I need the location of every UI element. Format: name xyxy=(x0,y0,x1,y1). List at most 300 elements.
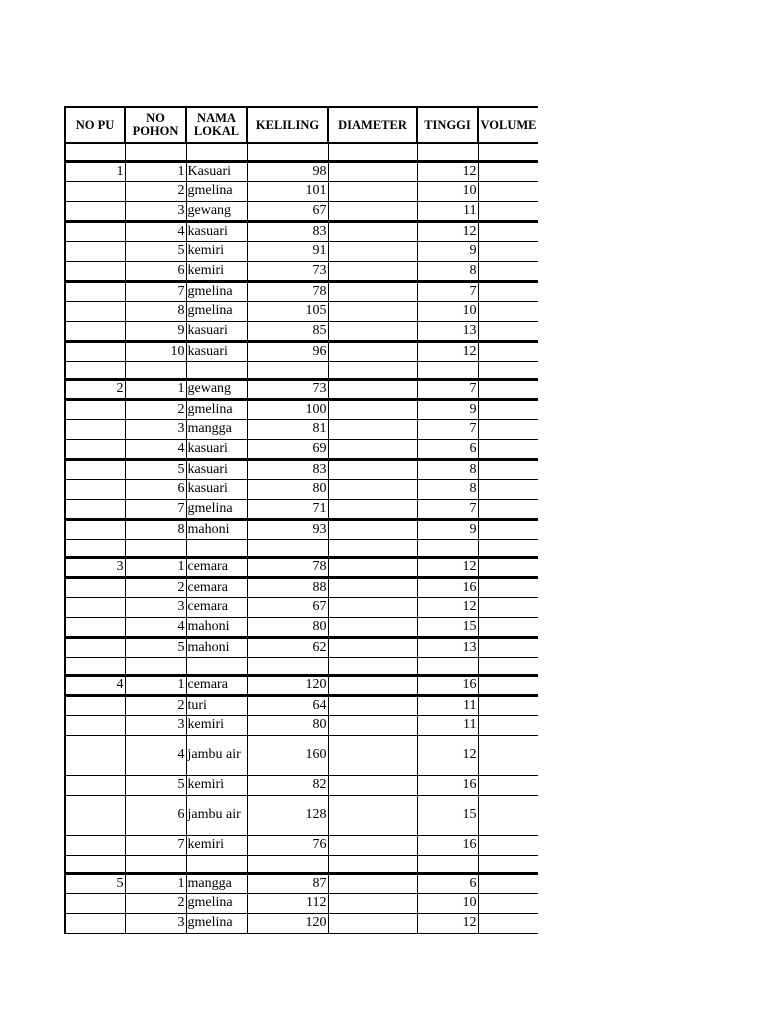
cell-nama-lokal[interactable]: mahoni xyxy=(186,519,247,539)
cell-nama-lokal[interactable]: turi xyxy=(186,695,247,715)
cell-volume[interactable] xyxy=(478,539,538,557)
header-nama-lokal[interactable]: NAMA LOKAL xyxy=(186,107,247,143)
cell-no-pohon[interactable]: 5 xyxy=(125,775,186,795)
cell-no-pu[interactable] xyxy=(65,281,125,301)
cell-nama-lokal[interactable]: kemiri xyxy=(186,715,247,735)
cell-no-pu[interactable] xyxy=(65,695,125,715)
cell-no-pu[interactable] xyxy=(65,539,125,557)
cell-diameter[interactable] xyxy=(328,379,417,399)
cell-keliling[interactable]: 80 xyxy=(247,617,328,637)
spacer-row xyxy=(65,143,538,161)
cell-tinggi[interactable]: 10 xyxy=(417,893,478,913)
cell-volume[interactable] xyxy=(478,695,538,715)
cell-nama-lokal[interactable]: gewang xyxy=(186,379,247,399)
cell-no-pu[interactable] xyxy=(65,657,125,675)
cell-keliling[interactable] xyxy=(247,855,328,873)
cell-volume[interactable] xyxy=(478,795,538,835)
table-row xyxy=(65,201,538,221)
cell-volume[interactable] xyxy=(478,301,538,321)
cell-diameter[interactable] xyxy=(328,597,417,617)
cell-keliling[interactable] xyxy=(247,657,328,675)
cell-volume[interactable] xyxy=(478,181,538,201)
cell-volume[interactable] xyxy=(478,341,538,361)
cell-keliling[interactable]: 87 xyxy=(247,873,328,893)
cell-tinggi[interactable]: 8 xyxy=(417,479,478,499)
cell-no-pu[interactable] xyxy=(65,221,125,241)
cell-diameter[interactable] xyxy=(328,241,417,261)
table-row xyxy=(65,675,538,695)
cell-no-pohon[interactable]: 5 xyxy=(125,241,186,261)
cell-keliling[interactable]: 73 xyxy=(247,379,328,399)
cell-nama-lokal[interactable] xyxy=(186,657,247,675)
cell-no-pu[interactable] xyxy=(65,301,125,321)
cell-no-pohon[interactable]: 4 xyxy=(125,439,186,459)
table-row xyxy=(65,637,538,657)
cell-keliling[interactable]: 98 xyxy=(247,161,328,181)
cell-no-pu[interactable] xyxy=(65,439,125,459)
cell-diameter[interactable] xyxy=(328,617,417,637)
cell-no-pu[interactable] xyxy=(65,775,125,795)
cell-no-pohon[interactable]: 3 xyxy=(125,419,186,439)
cell-nama-lokal[interactable]: gmelina xyxy=(186,499,247,519)
cell-diameter[interactable] xyxy=(328,577,417,597)
cell-keliling[interactable]: 71 xyxy=(247,499,328,519)
cell-diameter[interactable] xyxy=(328,715,417,735)
cell-nama-lokal[interactable] xyxy=(186,855,247,873)
cell-diameter[interactable] xyxy=(328,499,417,519)
cell-nama-lokal[interactable]: cemara xyxy=(186,675,247,695)
cell-no-pohon[interactable]: 3 xyxy=(125,715,186,735)
tree-inventory-table xyxy=(64,106,538,934)
cell-no-pu[interactable] xyxy=(65,261,125,281)
cell-keliling[interactable]: 67 xyxy=(247,597,328,617)
cell-nama-lokal[interactable]: kasuari xyxy=(186,439,247,459)
cell-diameter[interactable] xyxy=(328,913,417,933)
cell-volume[interactable] xyxy=(478,855,538,873)
cell-tinggi[interactable]: 7 xyxy=(417,419,478,439)
cell-no-pu[interactable] xyxy=(65,519,125,539)
table-row xyxy=(65,439,538,459)
cell-tinggi[interactable]: 16 xyxy=(417,775,478,795)
table-row xyxy=(65,341,538,361)
cell-no-pu[interactable] xyxy=(65,577,125,597)
cell-volume[interactable] xyxy=(478,439,538,459)
cell-tinggi[interactable]: 7 xyxy=(417,281,478,301)
cell-keliling[interactable]: 82 xyxy=(247,775,328,795)
cell-tinggi[interactable] xyxy=(417,657,478,675)
cell-tinggi[interactable]: 11 xyxy=(417,201,478,221)
cell-no-pu[interactable]: 2 xyxy=(65,379,125,399)
cell-keliling[interactable]: 73 xyxy=(247,261,328,281)
cell-no-pu[interactable] xyxy=(65,241,125,261)
cell-nama-lokal[interactable]: Kasuari xyxy=(186,161,247,181)
cell-volume[interactable] xyxy=(478,379,538,399)
cell-nama-lokal[interactable]: kasuari xyxy=(186,321,247,341)
table-row xyxy=(65,301,538,321)
cell-keliling[interactable]: 76 xyxy=(247,835,328,855)
cell-no-pohon[interactable]: 4 xyxy=(125,617,186,637)
cell-volume[interactable] xyxy=(478,835,538,855)
cell-no-pohon[interactable]: 7 xyxy=(125,281,186,301)
cell-tinggi[interactable] xyxy=(417,539,478,557)
cell-no-pohon[interactable]: 2 xyxy=(125,577,186,597)
cell-volume[interactable] xyxy=(478,873,538,893)
cell-volume[interactable] xyxy=(478,241,538,261)
cell-no-pu[interactable]: 3 xyxy=(65,557,125,577)
spacer-row xyxy=(65,361,538,379)
cell-nama-lokal[interactable]: jambu air xyxy=(186,735,247,775)
cell-diameter[interactable] xyxy=(328,201,417,221)
cell-keliling[interactable]: 105 xyxy=(247,301,328,321)
cell-diameter[interactable] xyxy=(328,835,417,855)
cell-keliling[interactable]: 64 xyxy=(247,695,328,715)
cell-no-pohon[interactable]: 8 xyxy=(125,519,186,539)
cell-no-pu[interactable] xyxy=(65,321,125,341)
cell-no-pu[interactable] xyxy=(65,893,125,913)
cell-diameter[interactable] xyxy=(328,361,417,379)
cell-tinggi[interactable]: 6 xyxy=(417,873,478,893)
cell-keliling[interactable]: 83 xyxy=(247,221,328,241)
cell-nama-lokal[interactable]: kasuari xyxy=(186,459,247,479)
cell-no-pohon[interactable] xyxy=(125,539,186,557)
cell-tinggi[interactable]: 9 xyxy=(417,241,478,261)
cell-no-pohon[interactable]: 5 xyxy=(125,459,186,479)
cell-no-pu[interactable] xyxy=(65,617,125,637)
cell-no-pohon[interactable]: 4 xyxy=(125,735,186,775)
cell-volume[interactable] xyxy=(478,161,538,181)
cell-nama-lokal[interactable]: kemiri xyxy=(186,835,247,855)
cell-no-pohon[interactable] xyxy=(125,855,186,873)
cell-no-pohon[interactable]: 7 xyxy=(125,499,186,519)
cell-diameter[interactable] xyxy=(328,281,417,301)
cell-keliling[interactable]: 69 xyxy=(247,439,328,459)
cell-volume[interactable] xyxy=(478,557,538,577)
cell-volume[interactable] xyxy=(478,617,538,637)
cell-no-pu[interactable] xyxy=(65,597,125,617)
cell-keliling[interactable]: 160 xyxy=(247,735,328,775)
cell-no-pu[interactable] xyxy=(65,637,125,657)
cell-no-pohon[interactable]: 1 xyxy=(125,161,186,181)
cell-tinggi[interactable]: 10 xyxy=(417,181,478,201)
cell-no-pohon[interactable]: 2 xyxy=(125,695,186,715)
cell-volume[interactable] xyxy=(478,715,538,735)
cell-nama-lokal[interactable]: mahoni xyxy=(186,637,247,657)
cell-no-pu[interactable] xyxy=(65,479,125,499)
table-row xyxy=(65,221,538,241)
cell-nama-lokal[interactable]: gmelina xyxy=(186,893,247,913)
table-row xyxy=(65,617,538,637)
cell-keliling[interactable]: 128 xyxy=(247,795,328,835)
cell-keliling[interactable]: 91 xyxy=(247,241,328,261)
cell-diameter[interactable] xyxy=(328,795,417,835)
cell-no-pohon[interactable] xyxy=(125,657,186,675)
cell-diameter[interactable] xyxy=(328,341,417,361)
cell-diameter[interactable] xyxy=(328,675,417,695)
spacer-row xyxy=(65,855,538,873)
cell-nama-lokal[interactable]: kemiri xyxy=(186,241,247,261)
cell-tinggi[interactable]: 12 xyxy=(417,597,478,617)
cell-volume[interactable] xyxy=(478,675,538,695)
header-volume[interactable]: VOLUME xyxy=(478,107,538,143)
cell-nama-lokal[interactable]: gmelina xyxy=(186,399,247,419)
cell-volume[interactable] xyxy=(478,577,538,597)
cell-diameter[interactable] xyxy=(328,459,417,479)
cell-no-pohon[interactable]: 9 xyxy=(125,321,186,341)
cell-keliling[interactable]: 100 xyxy=(247,399,328,419)
cell-tinggi[interactable]: 12 xyxy=(417,221,478,241)
cell-no-pu[interactable]: 4 xyxy=(65,675,125,695)
cell-nama-lokal[interactable] xyxy=(186,143,247,161)
cell-nama-lokal[interactable]: gmelina xyxy=(186,181,247,201)
cell-diameter[interactable] xyxy=(328,775,417,795)
cell-tinggi[interactable]: 7 xyxy=(417,499,478,519)
cell-volume[interactable] xyxy=(478,597,538,617)
cell-no-pohon[interactable]: 1 xyxy=(125,675,186,695)
cell-nama-lokal[interactable]: kemiri xyxy=(186,261,247,281)
cell-tinggi[interactable]: 12 xyxy=(417,557,478,577)
table-row xyxy=(65,321,538,341)
cell-nama-lokal[interactable]: gmelina xyxy=(186,913,247,933)
cell-nama-lokal[interactable]: cemara xyxy=(186,557,247,577)
cell-volume[interactable] xyxy=(478,499,538,519)
table-row xyxy=(65,597,538,617)
cell-volume[interactable] xyxy=(478,261,538,281)
cell-volume[interactable] xyxy=(478,361,538,379)
cell-tinggi[interactable] xyxy=(417,855,478,873)
cell-volume[interactable] xyxy=(478,143,538,161)
cell-no-pu[interactable] xyxy=(65,399,125,419)
header-keliling[interactable]: KELILING xyxy=(247,107,328,143)
cell-diameter[interactable] xyxy=(328,539,417,557)
cell-keliling[interactable]: 120 xyxy=(247,675,328,695)
cell-tinggi[interactable]: 16 xyxy=(417,835,478,855)
cell-no-pohon[interactable]: 10 xyxy=(125,341,186,361)
cell-tinggi[interactable]: 12 xyxy=(417,735,478,775)
cell-no-pu[interactable]: 5 xyxy=(65,873,125,893)
cell-no-pu[interactable] xyxy=(65,181,125,201)
spacer-row xyxy=(65,657,538,675)
cell-nama-lokal[interactable]: kemiri xyxy=(186,775,247,795)
table-row xyxy=(65,399,538,419)
cell-keliling[interactable]: 78 xyxy=(247,281,328,301)
cell-diameter[interactable] xyxy=(328,855,417,873)
cell-tinggi[interactable]: 12 xyxy=(417,913,478,933)
cell-volume[interactable] xyxy=(478,637,538,657)
cell-tinggi[interactable]: 6 xyxy=(417,439,478,459)
header-diameter[interactable]: DIAMETER xyxy=(328,107,417,143)
cell-tinggi[interactable] xyxy=(417,361,478,379)
cell-diameter[interactable] xyxy=(328,557,417,577)
cell-diameter[interactable] xyxy=(328,519,417,539)
cell-no-pu[interactable]: 1 xyxy=(65,161,125,181)
cell-diameter[interactable] xyxy=(328,221,417,241)
cell-nama-lokal[interactable]: gmelina xyxy=(186,301,247,321)
cell-keliling[interactable]: 88 xyxy=(247,577,328,597)
cell-tinggi[interactable]: 12 xyxy=(417,341,478,361)
cell-volume[interactable] xyxy=(478,913,538,933)
cell-no-pohon[interactable]: 7 xyxy=(125,835,186,855)
cell-nama-lokal[interactable] xyxy=(186,539,247,557)
cell-nama-lokal[interactable]: kasuari xyxy=(186,221,247,241)
cell-tinggi[interactable]: 10 xyxy=(417,301,478,321)
table-row xyxy=(65,519,538,539)
cell-volume[interactable] xyxy=(478,281,538,301)
cell-keliling[interactable] xyxy=(247,143,328,161)
cell-diameter[interactable] xyxy=(328,161,417,181)
cell-tinggi[interactable]: 15 xyxy=(417,617,478,637)
cell-tinggi[interactable] xyxy=(417,143,478,161)
cell-no-pohon[interactable]: 2 xyxy=(125,181,186,201)
cell-no-pohon[interactable]: 3 xyxy=(125,913,186,933)
cell-tinggi[interactable]: 15 xyxy=(417,795,478,835)
cell-no-pohon[interactable]: 6 xyxy=(125,261,186,281)
cell-tinggi[interactable]: 16 xyxy=(417,577,478,597)
cell-no-pu[interactable] xyxy=(65,855,125,873)
cell-nama-lokal[interactable]: kasuari xyxy=(186,479,247,499)
cell-no-pohon[interactable]: 2 xyxy=(125,399,186,419)
cell-volume[interactable] xyxy=(478,201,538,221)
cell-diameter[interactable] xyxy=(328,637,417,657)
cell-nama-lokal[interactable] xyxy=(186,361,247,379)
cell-no-pohon[interactable]: 3 xyxy=(125,597,186,617)
cell-nama-lokal[interactable]: mangga xyxy=(186,873,247,893)
cell-keliling[interactable]: 83 xyxy=(247,459,328,479)
cell-nama-lokal[interactable]: kasuari xyxy=(186,341,247,361)
cell-volume[interactable] xyxy=(478,735,538,775)
cell-keliling[interactable]: 67 xyxy=(247,201,328,221)
cell-diameter[interactable] xyxy=(328,695,417,715)
cell-no-pohon[interactable]: 1 xyxy=(125,557,186,577)
cell-diameter[interactable] xyxy=(328,419,417,439)
cell-keliling[interactable] xyxy=(247,361,328,379)
cell-tinggi[interactable]: 11 xyxy=(417,715,478,735)
cell-no-pu[interactable] xyxy=(65,735,125,775)
cell-no-pu[interactable] xyxy=(65,715,125,735)
cell-diameter[interactable] xyxy=(328,735,417,775)
table-row xyxy=(65,459,538,479)
cell-diameter[interactable] xyxy=(328,143,417,161)
cell-keliling[interactable]: 80 xyxy=(247,715,328,735)
cell-keliling[interactable]: 85 xyxy=(247,321,328,341)
cell-nama-lokal[interactable]: jambu air xyxy=(186,795,247,835)
cell-no-pohon[interactable]: 1 xyxy=(125,873,186,893)
cell-keliling[interactable]: 78 xyxy=(247,557,328,577)
cell-keliling[interactable]: 62 xyxy=(247,637,328,657)
cell-no-pu[interactable] xyxy=(65,361,125,379)
table-row xyxy=(65,775,538,795)
cell-diameter[interactable] xyxy=(328,261,417,281)
cell-diameter[interactable] xyxy=(328,657,417,675)
cell-tinggi[interactable]: 9 xyxy=(417,399,478,419)
cell-keliling[interactable] xyxy=(247,539,328,557)
cell-nama-lokal[interactable]: mangga xyxy=(186,419,247,439)
cell-volume[interactable] xyxy=(478,459,538,479)
cell-volume[interactable] xyxy=(478,221,538,241)
table-row xyxy=(65,735,538,775)
cell-tinggi[interactable]: 8 xyxy=(417,261,478,281)
cell-no-pu[interactable] xyxy=(65,913,125,933)
cell-no-pu[interactable] xyxy=(65,143,125,161)
cell-diameter[interactable] xyxy=(328,181,417,201)
header-tinggi[interactable]: TINGGI xyxy=(417,107,478,143)
cell-volume[interactable] xyxy=(478,657,538,675)
cell-no-pohon[interactable] xyxy=(125,143,186,161)
cell-tinggi[interactable]: 16 xyxy=(417,675,478,695)
header-no-pu[interactable]: NO PU xyxy=(65,107,125,143)
cell-volume[interactable] xyxy=(478,419,538,439)
cell-tinggi[interactable]: 8 xyxy=(417,459,478,479)
cell-tinggi[interactable]: 9 xyxy=(417,519,478,539)
cell-no-pohon[interactable]: 4 xyxy=(125,221,186,241)
cell-tinggi[interactable]: 7 xyxy=(417,379,478,399)
cell-diameter[interactable] xyxy=(328,321,417,341)
cell-diameter[interactable] xyxy=(328,399,417,419)
cell-no-pohon[interactable]: 6 xyxy=(125,795,186,835)
cell-no-pohon[interactable]: 5 xyxy=(125,637,186,657)
cell-tinggi[interactable]: 12 xyxy=(417,161,478,181)
table-row xyxy=(65,241,538,261)
cell-no-pohon[interactable]: 1 xyxy=(125,379,186,399)
header-no-pohon[interactable]: NO POHON xyxy=(125,107,186,143)
cell-keliling[interactable]: 80 xyxy=(247,479,328,499)
cell-nama-lokal[interactable]: mahoni xyxy=(186,617,247,637)
cell-keliling[interactable]: 101 xyxy=(247,181,328,201)
cell-volume[interactable] xyxy=(478,399,538,419)
cell-no-pohon[interactable]: 3 xyxy=(125,201,186,221)
cell-no-pu[interactable] xyxy=(65,499,125,519)
cell-tinggi[interactable]: 11 xyxy=(417,695,478,715)
cell-diameter[interactable] xyxy=(328,873,417,893)
cell-keliling[interactable]: 120 xyxy=(247,913,328,933)
cell-volume[interactable] xyxy=(478,479,538,499)
cell-no-pohon[interactable]: 8 xyxy=(125,301,186,321)
cell-nama-lokal[interactable]: cemara xyxy=(186,597,247,617)
cell-no-pu[interactable] xyxy=(65,341,125,361)
table-row xyxy=(65,479,538,499)
cell-no-pohon[interactable]: 6 xyxy=(125,479,186,499)
cell-no-pu[interactable] xyxy=(65,201,125,221)
cell-diameter[interactable] xyxy=(328,479,417,499)
cell-keliling[interactable]: 81 xyxy=(247,419,328,439)
cell-no-pohon[interactable]: 2 xyxy=(125,893,186,913)
cell-diameter[interactable] xyxy=(328,439,417,459)
cell-keliling[interactable]: 93 xyxy=(247,519,328,539)
cell-keliling[interactable]: 112 xyxy=(247,893,328,913)
cell-volume[interactable] xyxy=(478,519,538,539)
cell-no-pohon[interactable] xyxy=(125,361,186,379)
cell-tinggi[interactable]: 13 xyxy=(417,637,478,657)
cell-tinggi[interactable]: 13 xyxy=(417,321,478,341)
cell-keliling[interactable]: 96 xyxy=(247,341,328,361)
cell-nama-lokal[interactable]: gmelina xyxy=(186,281,247,301)
table-row xyxy=(65,577,538,597)
cell-no-pu[interactable] xyxy=(65,835,125,855)
cell-diameter[interactable] xyxy=(328,301,417,321)
cell-volume[interactable] xyxy=(478,893,538,913)
cell-volume[interactable] xyxy=(478,775,538,795)
cell-volume[interactable] xyxy=(478,321,538,341)
cell-no-pu[interactable] xyxy=(65,795,125,835)
table-row xyxy=(65,181,538,201)
cell-no-pu[interactable] xyxy=(65,419,125,439)
cell-nama-lokal[interactable]: cemara xyxy=(186,577,247,597)
cell-nama-lokal[interactable]: gewang xyxy=(186,201,247,221)
cell-diameter[interactable] xyxy=(328,893,417,913)
table-row xyxy=(65,379,538,399)
cell-no-pu[interactable] xyxy=(65,459,125,479)
table-row xyxy=(65,795,538,835)
table-row xyxy=(65,913,538,933)
